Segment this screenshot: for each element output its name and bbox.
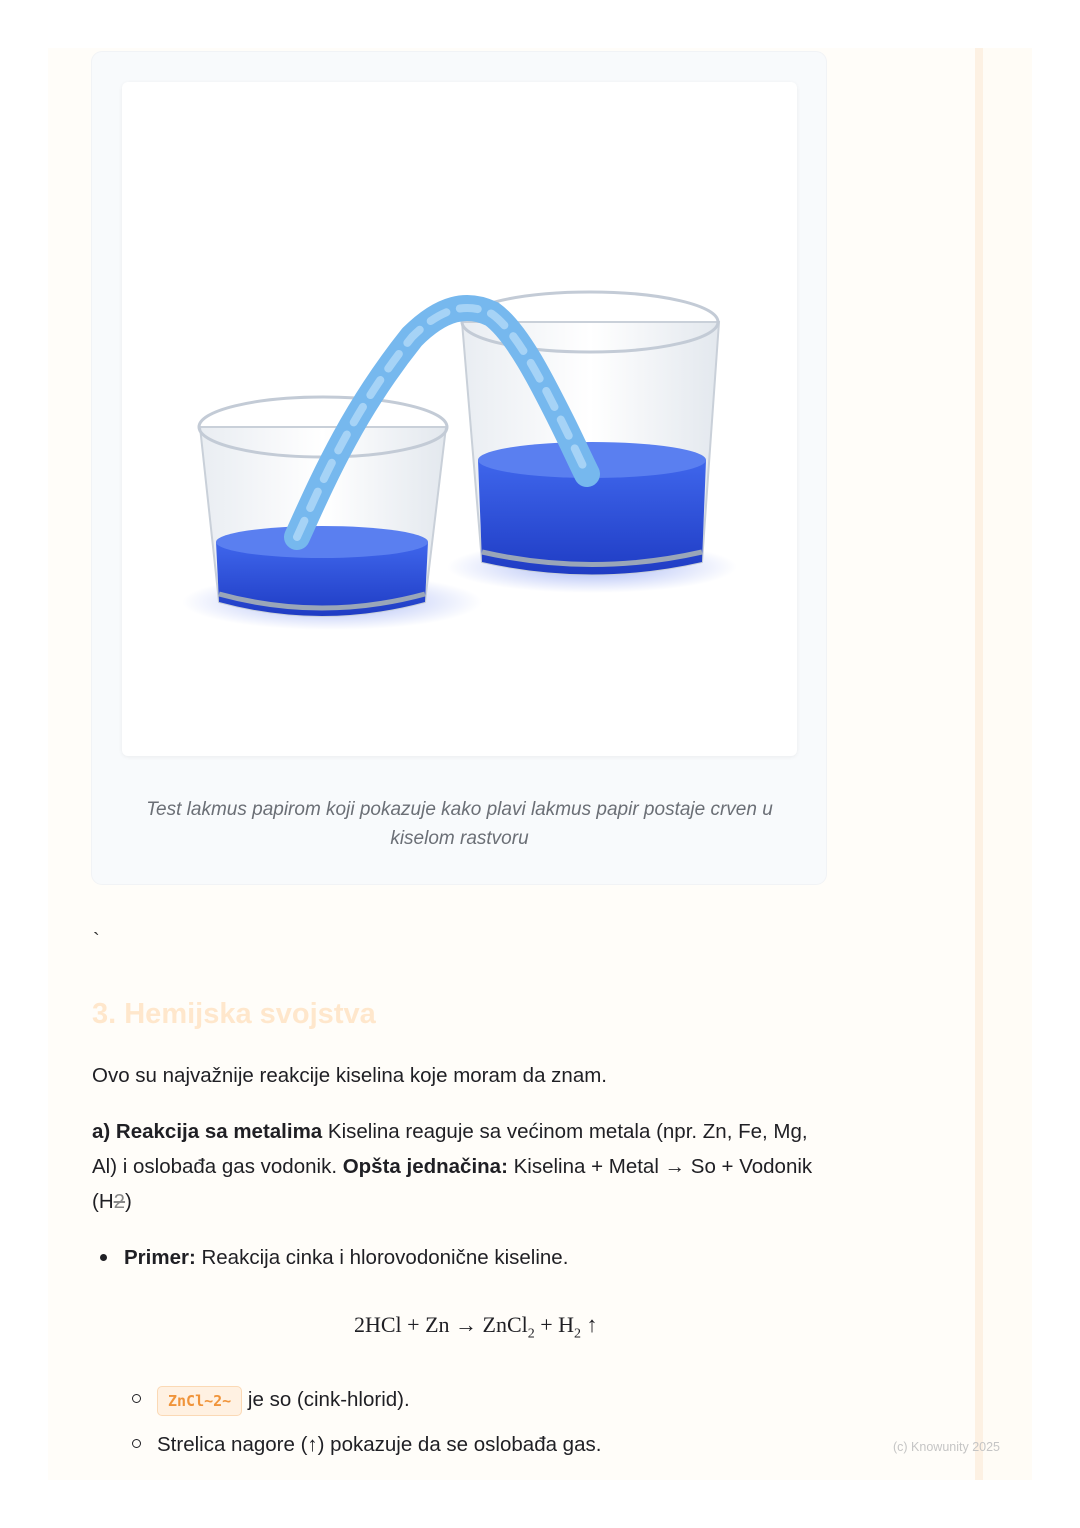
equation-sub-1: 2 bbox=[527, 1326, 535, 1342]
sub-bullet-circle bbox=[132, 1394, 141, 1403]
litmus-beakers-illustration bbox=[122, 82, 797, 756]
general-equation-label: Opšta jednačina: bbox=[342, 1155, 508, 1178]
inline-code: ZnCl~2~ bbox=[157, 1386, 242, 1416]
section-intro: Ovo su najvažnije reakcije kiselina koje moram da znam. bbox=[92, 1064, 608, 1087]
reaction-a-text-3: ) bbox=[125, 1190, 132, 1213]
reaction-a-label: a) Reakcija sa metalima bbox=[92, 1120, 323, 1143]
bullet-dot bbox=[100, 1254, 107, 1261]
example-label: Primer: bbox=[124, 1246, 196, 1269]
sub-bullet-circle bbox=[132, 1439, 141, 1448]
equation-left: 2HCl + Zn → ZnCl bbox=[354, 1312, 528, 1337]
equation-right: ↑ bbox=[581, 1312, 598, 1337]
figure-card bbox=[92, 52, 826, 884]
stray-mark: ` bbox=[93, 930, 100, 952]
reaction-a-paragraph bbox=[92, 1114, 830, 1219]
litmus-test-image bbox=[122, 82, 797, 756]
note-2-text: Strelica nagore (↑) pokazuje da se oslobađa gas. bbox=[157, 1433, 602, 1456]
footer-copyright: (c) Knowunity 2025 bbox=[893, 1440, 1001, 1454]
h2-subscript: 2 bbox=[113, 1190, 126, 1213]
example-text: Reakcija cinka i hlorovodonične kiseline. bbox=[195, 1246, 569, 1269]
section-title: 3. Hemijska svojstva bbox=[92, 998, 376, 1030]
note-1-text: je so (cink-hlorid). bbox=[242, 1388, 410, 1411]
side-margin bbox=[983, 48, 1032, 1480]
reaction-a-text-1: Kiselina reaguje sa većinom metala (npr. Zn, Fe, Mg, Al) i oslobađa gas vodonik. bbox=[92, 1120, 808, 1178]
equation-middle: + H bbox=[534, 1312, 575, 1337]
equation-sub-2: 2 bbox=[574, 1326, 582, 1342]
figure-caption: Test lakmus papirom koji pokazuje kako plavi lakmus papir postaje crven u kiselom rastvoru bbox=[146, 799, 773, 849]
reaction-a-text-2: Kiselina + Metal → So + Vodonik (H bbox=[92, 1155, 813, 1213]
reaction-equation bbox=[354, 1312, 598, 1342]
side-rule bbox=[975, 48, 983, 1480]
